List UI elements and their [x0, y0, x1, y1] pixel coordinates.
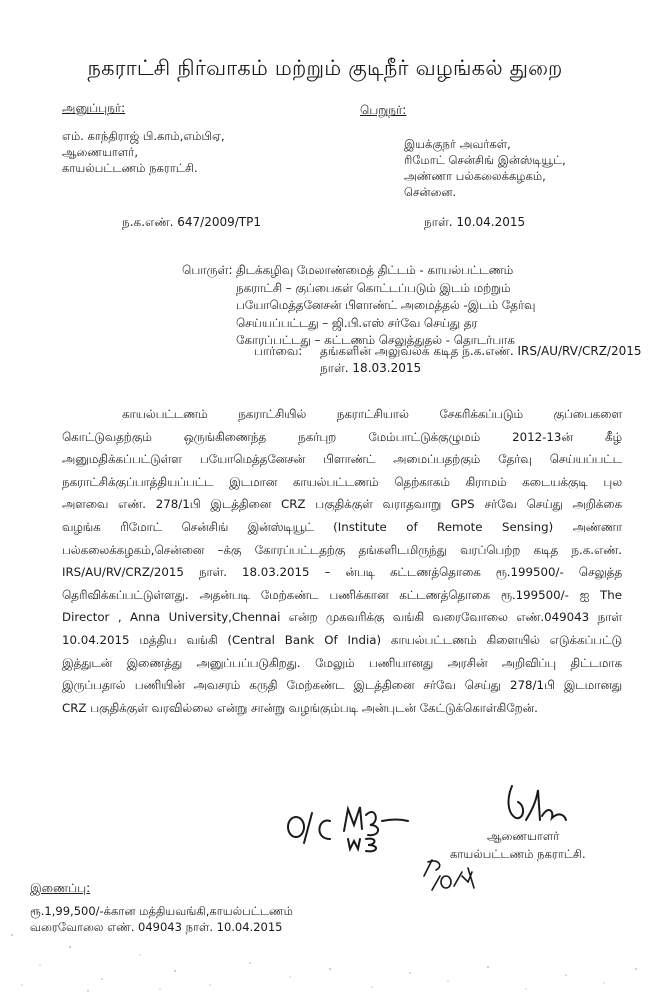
- subject-label: பொருள்:: [182, 263, 233, 277]
- enclosure-line: வரைவோலை எண். 049043 நாள். 10.04.2015: [30, 920, 283, 934]
- body-line: காயல்பட்டணம் நகராட்சியில் நகராட்சியால் சேகரிக்கப்படும் குப்பைகளை: [122, 407, 622, 421]
- recipient-heading: பெறுநர்:: [360, 103, 407, 117]
- reference-line: நாள். 18.03.2015: [320, 361, 422, 375]
- sender-line: காயல்பட்டணம் நகராட்சி.: [62, 161, 198, 175]
- body-line: IRS/AU/RV/CRZ/2015 நாள். 18.03.2015 – ன்படி கட்டணத்தொகை ரூ.199500/- செலுத்த: [62, 565, 622, 580]
- body-line: அனுமதிக்கப்பட்டுள்ள பயோமெத்தனேசன் பிளாண்ட் அமைப்பதற்கும் தேர்வு செய்யப்பட்ட: [62, 452, 622, 467]
- reference-line: தங்களின் அலுவலக கடித ந.க.எண். IRS/AU/RV/CRZ/2015: [320, 344, 642, 358]
- body-line: கொட்டுவதற்கும் ஒருங்கிணைந்த நகர்புற மேம்பாட்டுக்குழுமம் 2012-13ன் கீழ்: [62, 429, 622, 444]
- recipient-line: இயக்குநர் அவர்கள்,: [404, 137, 511, 151]
- subject-line: செய்யப்பட்டது – ஜி.பி.எஸ் சர்வே செய்து தர: [236, 315, 478, 330]
- enclosure-line: ரூ.1,99,500/-க்கான மத்தியவங்கி,காயல்பட்டணம்: [30, 904, 293, 918]
- department-title: நகராட்சி நிர்வாகம் மற்றும் குடிநீர் வழங்கல் துறை: [87, 56, 563, 80]
- body-line: அளவை எண். 278/1பி இடத்தினை CRZ பகுதிக்குள் வராதவாறு GPS சர்வே செய்து அறிக்கை: [62, 497, 622, 512]
- body-line: 10.04.2015 மத்திய வங்கி (Central Bank Of India) காயல்பட்டணம் கிளையில் எடுக்கப்பட்டு: [62, 632, 622, 647]
- sender-block: [62, 128, 225, 176]
- scan-noise: [0, 875, 650, 995]
- letter-body: [62, 403, 622, 719]
- subject-line: கோரப்பட்டது – கட்டணம் செலுத்துதல் - தொடர்பாக: [236, 333, 515, 347]
- body-line: இத்துடன் இணைத்து அனுப்பப்படுகிறது. மேலும் பணியானது அரசின் அறிவிப்பு திட்டமாக: [62, 655, 622, 670]
- subject-line: பயோமெத்தனேசன் பிளாண்ட் அமைத்தல் -இடம் தேர்வு: [236, 298, 536, 312]
- body-line: வழங்க ரிமோட் சென்சிங் இன்ஸ்டியூட் (Institute of Remote Sensing) அண்ணா: [62, 519, 622, 534]
- sender-heading: அனுப்புநர்:: [62, 101, 126, 115]
- reference-label: பார்வை:: [254, 344, 303, 358]
- sender-line: ஆணையாளர்,: [62, 145, 138, 159]
- body-line: Director , Anna University,Chennai என்ற முகவரிக்கு வங்கி வரைவோலை எண்.049043 நாள்: [62, 610, 622, 625]
- subject-line: திடக்கழிவு மேலாண்மைத் திட்டம் - காயல்பட்டணம்: [236, 263, 514, 277]
- recipient-line: அண்ணா பல்கலைக்கழகம்,: [404, 169, 546, 183]
- letter-date: நாள். 10.04.2015: [424, 215, 526, 229]
- reference-block: [320, 343, 642, 377]
- signatory-designation: ஆணையாளர்: [487, 829, 560, 843]
- subject-block: [236, 262, 535, 350]
- body-line: நகராட்சிக்குப்பாத்தியப்பட்ட இடமான காயல்பட்டணம் தெற்காகம் கிராமம் கடையக்குடி புல: [62, 474, 622, 489]
- body-line: பல்கலைக்கழகம்,சென்னை –க்கு கோரப்பட்டதற்கு தங்களிடமிருந்து வரப்பெற்ற கடித ந.க.எண்.: [62, 542, 622, 557]
- handwritten-note-signature: [282, 795, 432, 855]
- body-line: இருப்பதால் பணியின் அவசரம் கருதி மேற்கண்ட இடத்தினை சர்வே செய்து 278/1பி இடமானது: [62, 678, 622, 693]
- commissioner-signature: [502, 780, 572, 830]
- reference-number: ந.க.எண். 647/2009/TP1: [122, 215, 261, 229]
- signatory-office: காயல்பட்டணம் நகராட்சி.: [450, 847, 586, 861]
- sender-line: எம். காந்திராஜ் பி.காம்,எம்பிஏ,: [62, 129, 225, 143]
- recipient-block: [404, 136, 566, 200]
- body-line: தெரிவிக்கப்பட்டுள்ளது. அதன்படி மேற்கண்ட பணிக்கான கட்டணத்தொகை ரூ.199500/- ஐ The: [62, 587, 622, 602]
- recipient-line: ரிமோட் சென்சிங் இன்ஸ்டியூட்,: [404, 153, 566, 167]
- recipient-line: சென்னை.: [404, 185, 457, 199]
- subject-line: நகராட்சி – குப்பைகள் கொட்டப்படும் இடம் மற்றும்: [236, 280, 511, 295]
- enclosure-heading: இணைப்பு:: [30, 881, 91, 895]
- body-line: CRZ பகுதிக்குள் வரவில்லை என்று சான்று வழங்கும்படி அன்புடன் கேட்டுக்கொள்கிறேன்.: [62, 700, 538, 715]
